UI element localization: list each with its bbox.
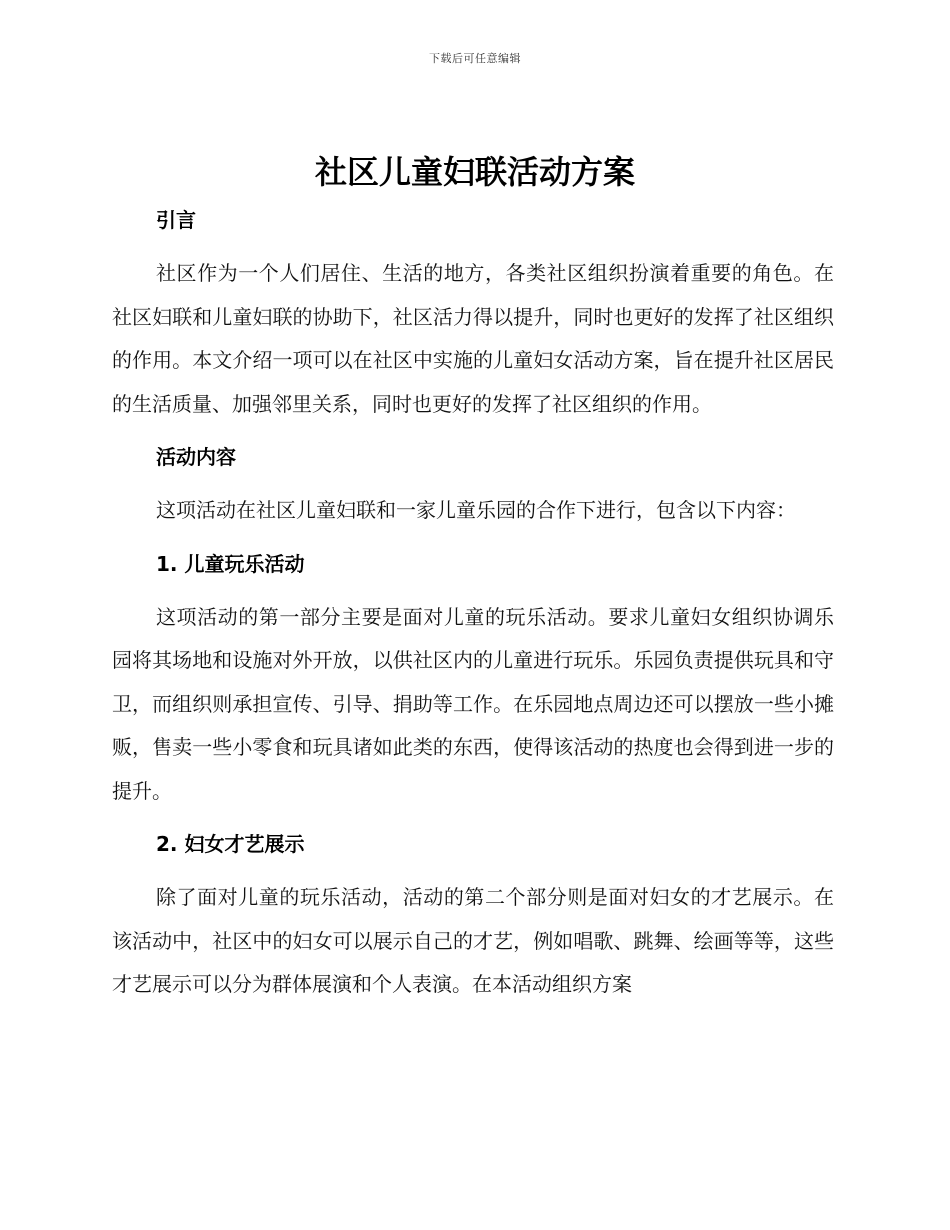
- document-title: 社区儿童妇联活动方案: [314, 153, 635, 191]
- paragraph-intro: 社区作为一个人们居住、生活的地方，各类社区组织扮演着重要的角色。在社区妇联和儿童妇联的协助下，社区活力得以提升，同时也更好的发挥了社区组织的作用。本文介绍一项可以在社区中实施的儿童妇女活动方案，旨在提升社区居民的生活质量、加强邻里关系，同时也更好的发挥了社区组织的作用。: [112, 261, 834, 416]
- paragraph-activity-content: 这项活动在社区儿童妇联和一家儿童乐园的合作下进行，包含以下内容：: [156, 498, 796, 522]
- section-heading-activity-content: 活动内容: [156, 445, 236, 469]
- section-heading-children-play: 1. 儿童玩乐活动: [156, 551, 305, 576]
- paragraph-children-play: 这项活动的第一部分主要是面对儿童的玩乐活动。要求儿童妇女组织协调乐园将其场地和设施对外开放，以供社区内的儿童进行玩乐。乐园负责提供玩具和守卫，而组织则承担宣传、引导、捐助等工作。在乐园地点周边还可以摆放一些小摊贩，售卖一些小零食和玩具诸如此类的东西，使得该活动的热度也会得到进一步的提升。: [112, 604, 834, 803]
- document-body: [112, 198, 834, 1007]
- section-heading-women-talent: 2. 妇女才艺展示: [156, 832, 305, 856]
- section-heading-intro: 引言: [156, 208, 196, 232]
- page-header-note: 下载后可任意编辑: [429, 52, 521, 65]
- paragraph-women-talent: 除了面对儿童的玩乐活动，活动的第二个部分则是面对妇女的才艺展示。在该活动中，社区中的妇女可以展示自己的才艺，例如唱歌、跳舞、绘画等等，这些才艺展示可以分为群体展演和个人表演。在本活动组织方案: [112, 885, 834, 996]
